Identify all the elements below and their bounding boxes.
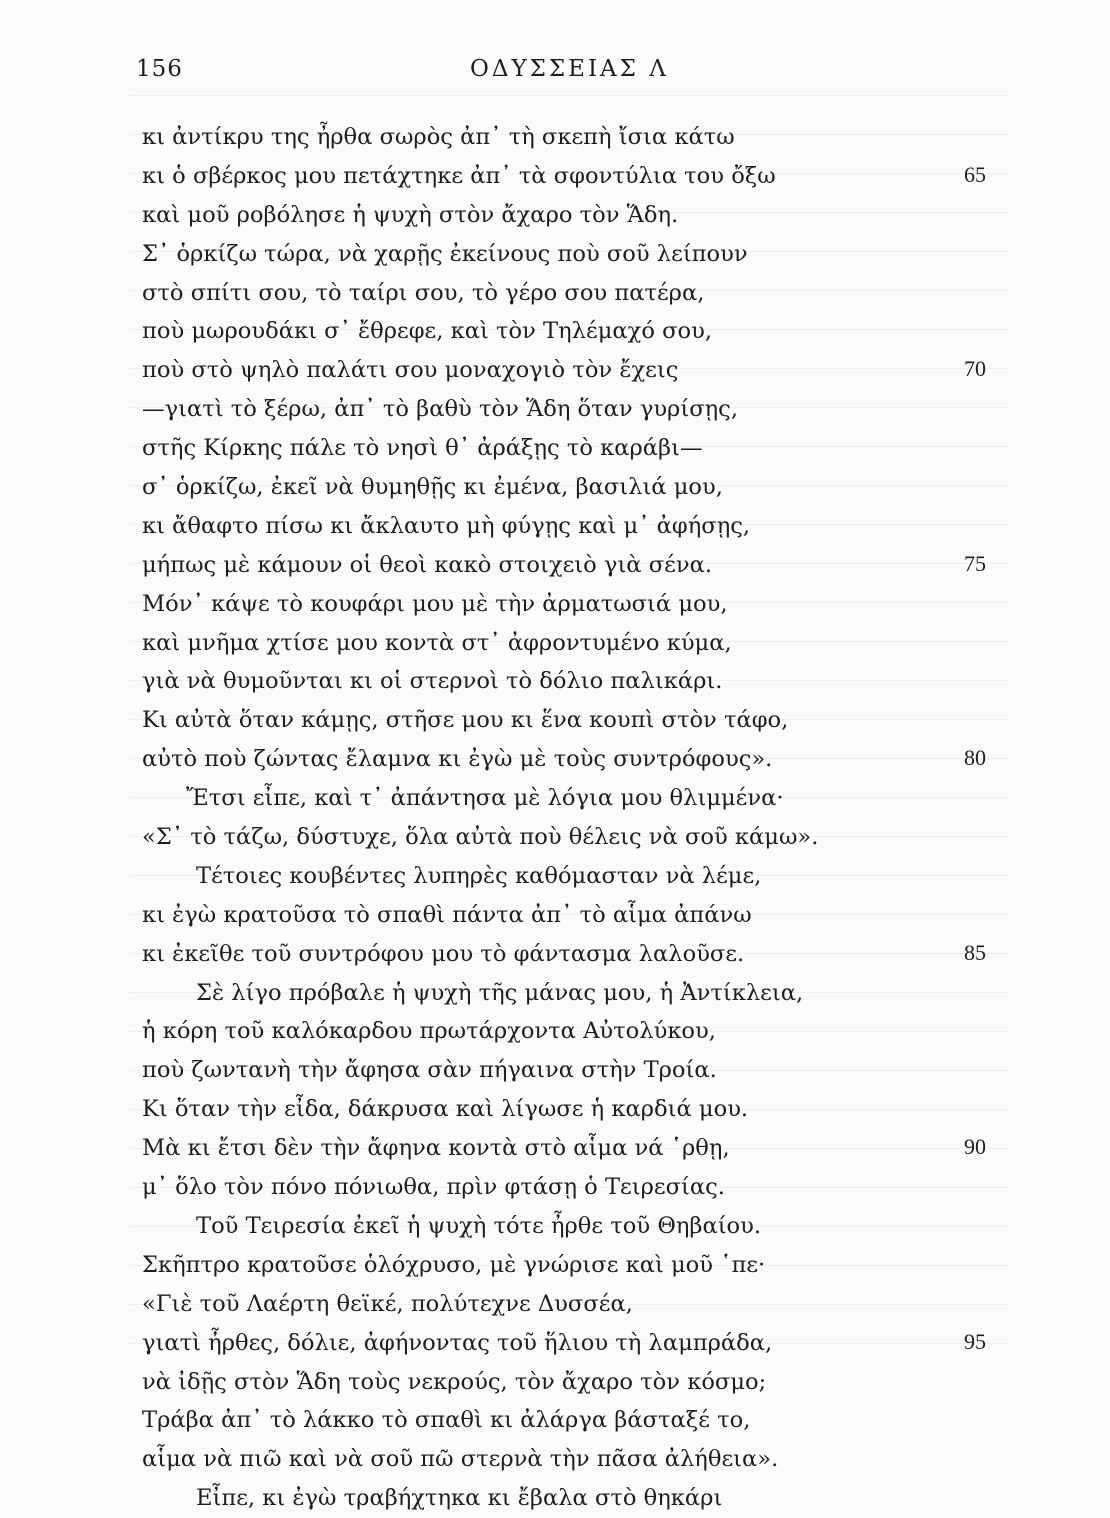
verse-line bbox=[0, 1479, 1110, 1518]
verse-line bbox=[0, 1285, 1110, 1324]
verse-text: Μόν᾽ κάψε τὸ κουφάρι μου μὲ τὴν ἀρματωσιά μου, bbox=[142, 590, 728, 617]
verse-text: στὸ σπίτι σου, τὸ ταίρι σου, τὸ γέρο σου πατέρα, bbox=[142, 279, 705, 306]
verse-text: «Γιὲ τοῦ Λαέρτη θεϊκέ, πολύτεχνε Δυσσέα, bbox=[142, 1290, 633, 1317]
verse-line bbox=[0, 896, 1110, 935]
verse-line bbox=[0, 196, 1110, 235]
verse-text: καὶ μνῆμα χτίσε μου κοντὰ στ᾽ ἀφροντυμένο κύμα, bbox=[142, 629, 732, 656]
verse-text: Εἶπε, κι ἐγὼ τραβήχτηκα κι ἔβαλα στὸ θηκάρι bbox=[196, 1485, 723, 1512]
verse-line bbox=[0, 390, 1110, 429]
verse-text: αἷμα νὰ πιῶ καὶ νὰ σοῦ πῶ στερνὰ τὴν πᾶσα ἀλήθεια». bbox=[142, 1446, 779, 1473]
verse-text: Τράβα ἀπ᾽ τὸ λάκκο τὸ σπαθὶ κι ἀλάργα βάσταξέ το, bbox=[142, 1407, 751, 1434]
verse-text: Σκῆπτρο κρατοῦσε ὁλόχρυσο, μὲ γνώρισε καὶ μοῦ ῾πε· bbox=[142, 1251, 766, 1278]
verse-text: κι ὁ σβέρκος μου πετάχτηκε ἀπ᾽ τὰ σφοντύλια του ὄξω bbox=[142, 162, 776, 189]
verse-text: ποὺ ζωντανὴ τὴν ἄφησα σὰν πήγαινα στὴν Τροία. bbox=[142, 1057, 717, 1084]
verse-line bbox=[0, 312, 1110, 351]
verse-text: Σ᾽ ὁρκίζω τώρα, νὰ χαρῇς ἐκείνους ποὺ σοῦ λείπουν bbox=[142, 240, 748, 267]
verse-text: κι ἄθαφτο πίσω κι ἄκλαυτο μὴ φύγῃς καὶ μ᾽ ἀφήσῃς, bbox=[142, 512, 751, 539]
running-title: ΟΔΥΣΣΕΙΑΣ Λ bbox=[470, 56, 669, 82]
line-number: 80 bbox=[964, 745, 986, 771]
verse-text: στῆς Κίρκης πάλε τὸ νησὶ θ᾽ ἀράξῃς τὸ καράβι— bbox=[142, 435, 703, 462]
verse-line bbox=[0, 274, 1110, 313]
verse-line bbox=[0, 1168, 1110, 1207]
verse-text: μ᾽ ὅλο τὸν πόνο πόνιωθα, πρὶν φτάσῃ ὁ Τειρεσίας. bbox=[142, 1174, 725, 1201]
verse-line bbox=[0, 1246, 1110, 1285]
verse-text: —γιατὶ τὸ ξέρω, ἀπ᾽ τὸ βαθὺ τὸν Ἅδη ὅταν γυρίσῃς, bbox=[142, 396, 738, 423]
verse-line bbox=[0, 585, 1110, 624]
verse-text: κι ἐγὼ κρατοῦσα τὸ σπαθὶ πάντα ἀπ᾽ τὸ αἷμα ἀπάνω bbox=[142, 901, 752, 928]
verse-text: Τοῦ Τειρεσία ἐκεῖ ἡ ψυχὴ τότε ἦρθε τοῦ Θηβαίου. bbox=[196, 1212, 762, 1239]
verse-line bbox=[0, 974, 1110, 1013]
verse-line bbox=[0, 351, 1110, 390]
verse-text: σ᾽ ὁρκίζω, ἐκεῖ νὰ θυμηθῇς κι ἐμένα, βασιλιά μου, bbox=[142, 474, 723, 501]
verse-line bbox=[0, 1207, 1110, 1246]
verse-block bbox=[0, 118, 1110, 1518]
verse-line bbox=[0, 662, 1110, 701]
line-number: 75 bbox=[964, 550, 986, 576]
verse-line bbox=[0, 1440, 1110, 1479]
line-number: 95 bbox=[964, 1328, 986, 1354]
verse-text: μήπως μὲ κάμουν οἱ θεοὶ κακὸ στοιχειὸ γιὰ σένα. bbox=[142, 551, 713, 578]
verse-text: ποὺ στὸ ψηλὸ παλάτι σου μοναχογιὸ τὸν ἔχεις bbox=[142, 357, 679, 384]
verse-line bbox=[0, 935, 1110, 974]
verse-line bbox=[0, 1129, 1110, 1168]
verse-text: «Σ᾽ τὸ τάζω, δύστυχε, ὅλα αὐτὰ ποὺ θέλεις νὰ σοῦ κάμω». bbox=[142, 824, 819, 851]
verse-line bbox=[0, 1012, 1110, 1051]
verse-line bbox=[0, 701, 1110, 740]
verse-line bbox=[0, 429, 1110, 468]
verse-text: Ἔτσι εἶπε, καὶ τ᾽ ἀπάντησα μὲ λόγια μου θλιμμένα· bbox=[186, 785, 784, 812]
line-number: 70 bbox=[964, 356, 986, 382]
verse-line bbox=[0, 818, 1110, 857]
verse-text: ποὺ μωρουδάκι σ᾽ ἔθρεφε, καὶ τὸν Τηλέμαχό σου, bbox=[142, 318, 713, 345]
verse-line bbox=[0, 779, 1110, 818]
verse-line bbox=[0, 1051, 1110, 1090]
line-number: 65 bbox=[964, 161, 986, 187]
verse-text: Κι ὅταν τὴν εἶδα, δάκρυσα καὶ λίγωσε ἡ καρδιά μου. bbox=[142, 1096, 749, 1123]
page-number: 156 bbox=[136, 56, 183, 82]
verse-line bbox=[0, 1090, 1110, 1129]
verse-line bbox=[0, 468, 1110, 507]
verse-line bbox=[0, 624, 1110, 663]
verse-text: γιὰ νὰ θυμοῦνται κι οἱ στερνοὶ τὸ δόλιο παλικάρι. bbox=[142, 668, 723, 695]
verse-text: αὐτὸ ποὺ ζώντας ἔλαμνα κι ἐγὼ μὲ τοὺς συντρόφους». bbox=[142, 746, 773, 773]
verse-text: καὶ μοῦ ροβόλησε ἡ ψυχὴ στὸν ἄχαρο τὸν Ἅδη. bbox=[142, 201, 679, 228]
verse-text: ἡ κόρη τοῦ καλόκαρδου πρωτάρχοντα Αὐτολύκου, bbox=[142, 1018, 716, 1045]
verse-text: Μὰ κι ἔτσι δὲν τὴν ἄφηνα κοντὰ στὸ αἷμα νά ῾ρθῃ, bbox=[142, 1135, 730, 1162]
verse-line bbox=[0, 546, 1110, 585]
verse-line bbox=[0, 235, 1110, 274]
verse-text: νὰ ἰδῇς στὸν Ἅδη τοὺς νεκρούς, τὸν ἄχαρο τὸν κόσμο; bbox=[142, 1368, 767, 1395]
verse-line bbox=[0, 857, 1110, 896]
verse-line bbox=[0, 118, 1110, 157]
verse-line bbox=[0, 507, 1110, 546]
verse-text: Τέτοιες κουβέντες λυπηρὲς καθόμασταν νὰ λέμε, bbox=[196, 862, 762, 889]
verse-line bbox=[0, 157, 1110, 196]
verse-text: Σὲ λίγο πρόβαλε ἡ ψυχὴ τῆς μάνας μου, ἡ Ἀντίκλεια, bbox=[196, 979, 804, 1006]
verse-line bbox=[0, 1363, 1110, 1402]
verse-text: κι ἀντίκρυ της ἦρθα σωρὸς ἀπ᾽ τὴ σκεπὴ ἴσια κάτω bbox=[142, 124, 735, 150]
verse-line bbox=[0, 1401, 1110, 1440]
verse-line bbox=[0, 740, 1110, 779]
verse-line bbox=[0, 1324, 1110, 1363]
line-number: 85 bbox=[964, 939, 986, 965]
verse-text: κι ἐκεῖθε τοῦ συντρόφου μου τὸ φάντασμα λαλοῦσε. bbox=[142, 940, 745, 967]
verse-text: γιατὶ ἦρθες, δόλιε, ἀφήνοντας τοῦ ἥλιου τὴ λαμπράδα, bbox=[142, 1329, 773, 1356]
line-number: 90 bbox=[964, 1134, 986, 1160]
verse-text: Κι αὐτὰ ὅταν κάμῃς, στῆσε μου κι ἕνα κουπὶ στὸν τάφο, bbox=[142, 707, 789, 734]
